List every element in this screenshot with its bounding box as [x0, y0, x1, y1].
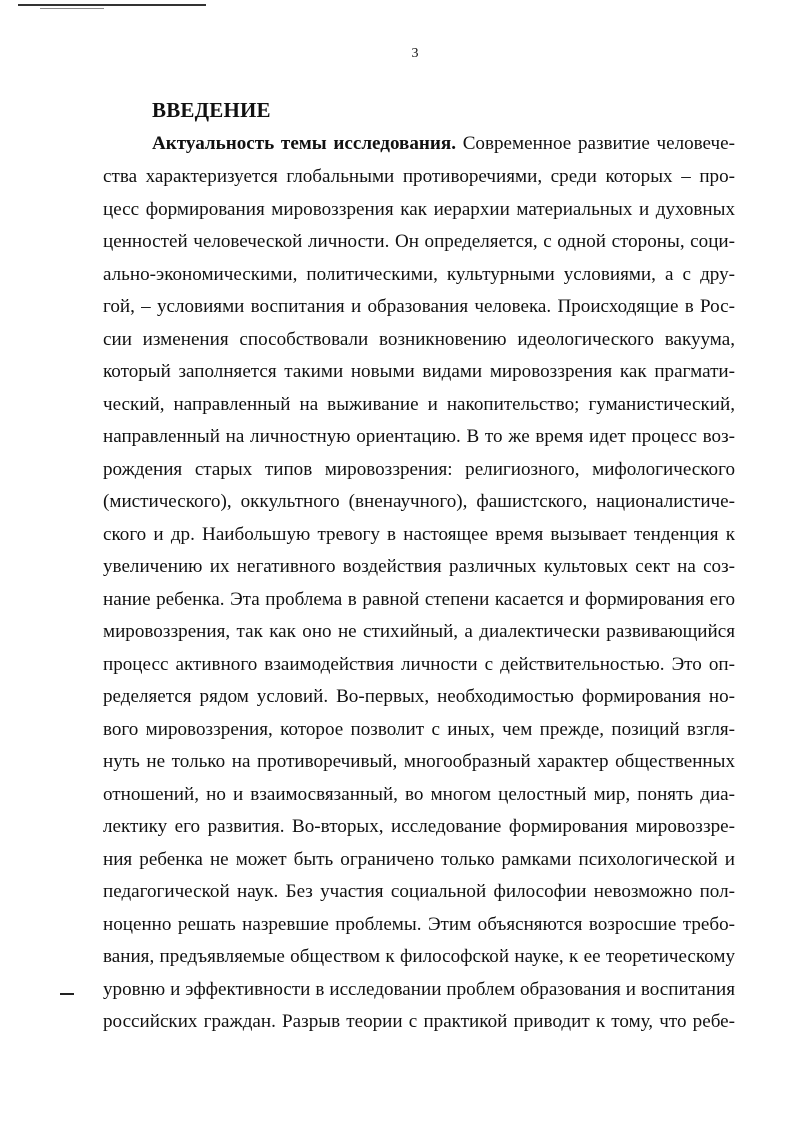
paragraph-first-line	[152, 128, 735, 160]
paragraph-line: (мистического), оккультного (вненаучного), фашистского, националистиче-	[103, 491, 735, 512]
paragraph-line: сии изменения способствовали возникновению идеологического вакуума,	[103, 328, 735, 350]
paragraph-line: ально-экономическими, политическими, культурными условиями, а с дру-	[103, 263, 735, 285]
paragraph-line: рождения старых типов мировоззрения: религиозного, мифологического	[103, 458, 735, 480]
scan-artifact-line	[40, 8, 104, 9]
paragraph-line: вого мировоззрения, которое позволит с иных, чем прежде, позиций взгля-	[103, 718, 735, 740]
paragraph-line: отношений, но и взаимосвязанный, во многом целостный мир, понять диа-	[103, 783, 735, 805]
paragraph-line: гой, – условиями воспитания и образования человека. Происходящие в Рос-	[103, 296, 735, 317]
paragraph-line: мировоззрения, так как оно не стихийный, а диалектически развивающийся	[103, 621, 735, 642]
paragraph-line: вания, предъявляемые обществом к философской науке, к ее теоретическому	[103, 946, 735, 967]
paragraph-line: ценностей человеческой личности. Он определяется, с одной стороны, соци-	[103, 231, 735, 252]
paragraph-line: ноценно решать назревшие проблемы. Этим объясняются возросшие требо-	[103, 913, 735, 935]
paragraph-line: цесс формирования мировоззрения как иерархии материальных и духовных	[103, 198, 735, 220]
paragraph-line: уровню и эффективности в исследовании проблем образования и воспитания	[103, 978, 735, 1000]
scan-artifact-line	[18, 4, 206, 6]
paragraph-line: ского и др. Наибольшую тревогу в настоящее время вызывает тенденция к	[103, 523, 735, 545]
paragraph-line: направленный на личностную ориентацию. В то же время идет процесс воз-	[103, 426, 735, 447]
first-line-text: Современное развитие человече-	[462, 133, 735, 154]
paragraph-line: лектику его развития. Во-вторых, исследование формирования мировоззре-	[103, 816, 735, 837]
paragraph-line: педагогической наук. Без участия социальной философии невозможно пол-	[103, 881, 735, 902]
paragraph-line: ния ребенка не может быть ограничено только рамками психологической и	[103, 848, 735, 870]
paragraph-line: российских граждан. Разрыв теории с практикой приводит к тому, что ребе-	[103, 1011, 735, 1032]
paragraph-line: ределяется рядом условий. Во-первых, необходимостью формирования но-	[103, 686, 735, 707]
section-heading: ВВЕДЕНИЕ	[152, 98, 271, 122]
lead-phrase: Актуальность темы исследования.	[152, 133, 456, 154]
page-number: 3	[411, 46, 419, 61]
scan-artifact-mark	[60, 993, 74, 995]
paragraph-line: который заполняется такими новыми видами мировоззрения как прагмати-	[103, 361, 735, 382]
paragraph-line: процесс активного взаимодействия личности с действительностью. Это оп-	[103, 653, 735, 675]
paragraph-line: ческий, направленный на выживание и накопительство; гуманистический,	[103, 393, 735, 415]
paragraph-line: ства характеризуется глобальными противоречиями, среди которых – про-	[103, 166, 735, 187]
paragraph-line: увеличению их негативного воздействия различных культовых сект на соз-	[103, 556, 735, 577]
paragraph-line: нание ребенка. Эта проблема в равной степени касается и формирования его	[103, 588, 735, 610]
paragraph-line: нуть не только на противоречивый, многообразный характер общественных	[103, 751, 735, 772]
